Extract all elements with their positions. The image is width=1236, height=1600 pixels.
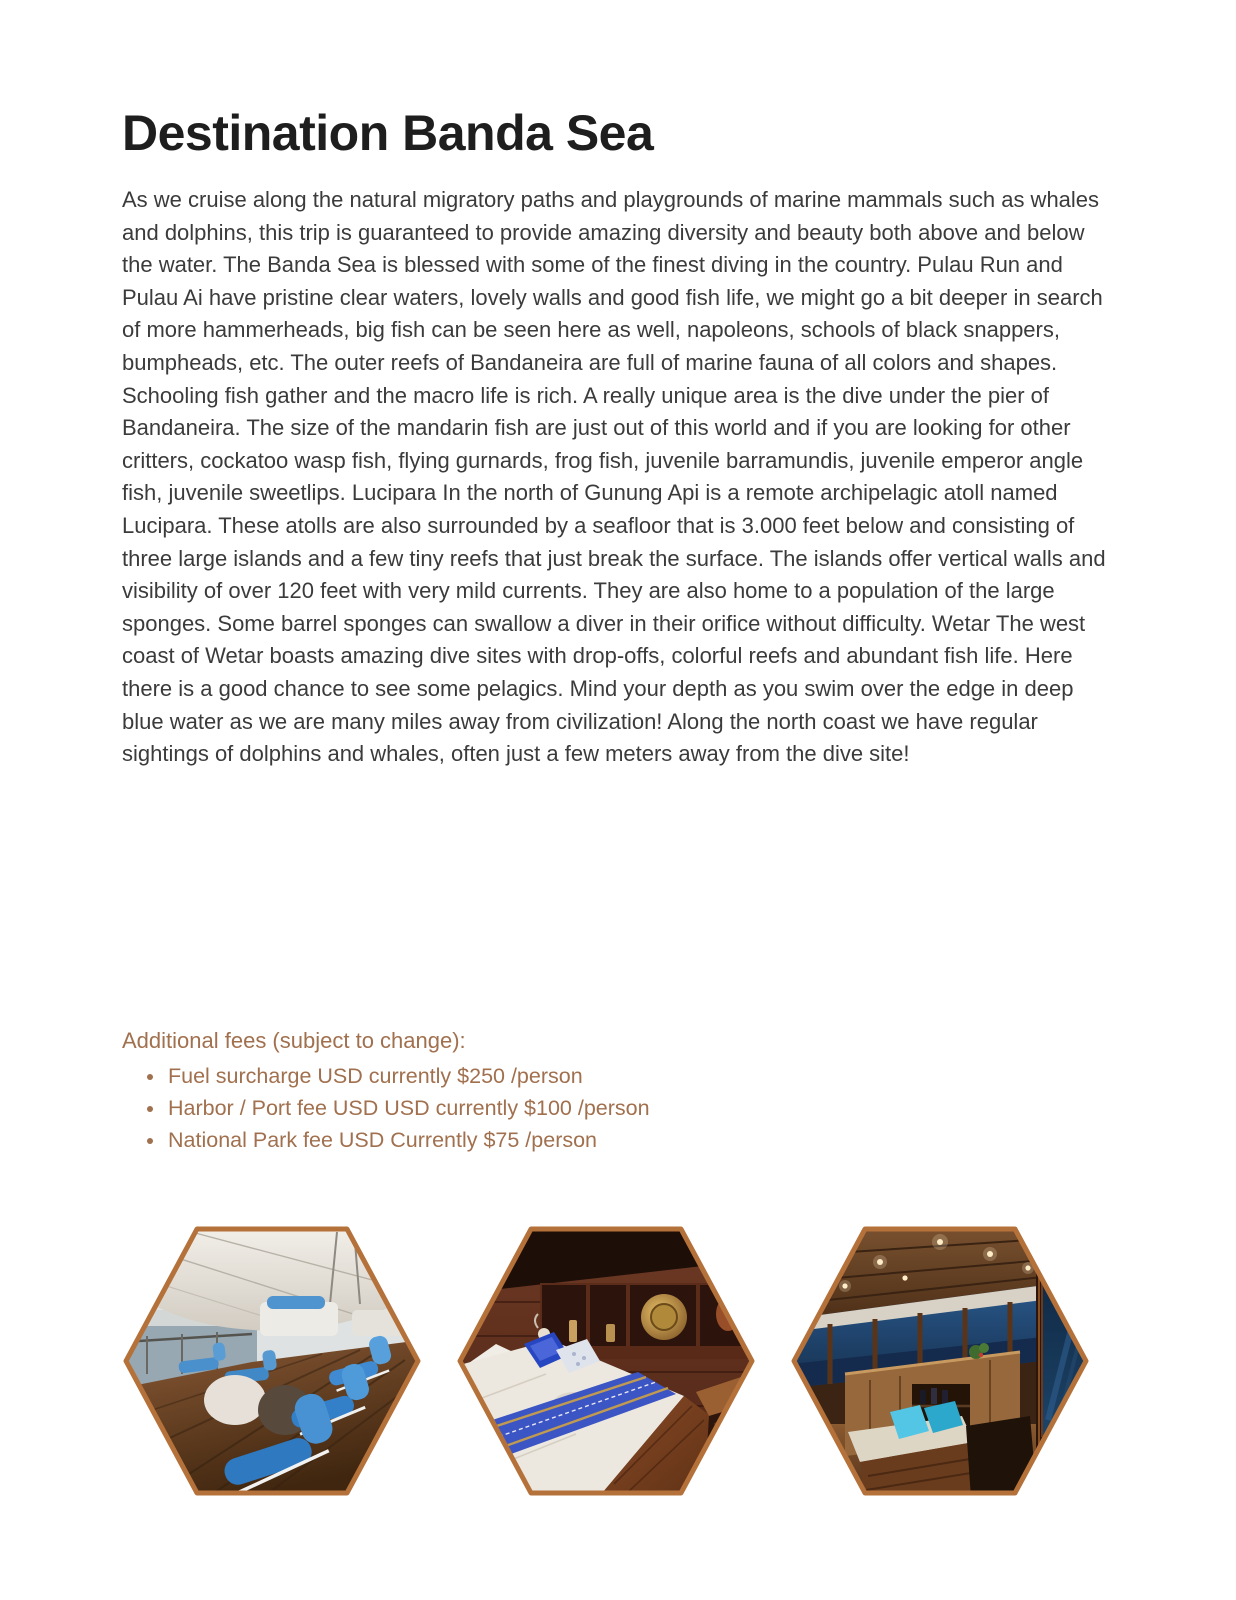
fee-item-national-park: • National Park fee USD Currently $75 /person: [166, 1124, 1114, 1156]
fees-section: [122, 1026, 1114, 1156]
fee-item-harbor-port: • Harbor / Port fee USD USD currently $100 /person: [166, 1092, 1114, 1124]
page-title: Destination Banda Sea: [122, 105, 654, 161]
fee-item-fuel-surcharge: • Fuel surcharge USD currently $250 /person: [166, 1060, 1114, 1092]
cabin-photo: [456, 1224, 756, 1498]
body-paragraph: As we cruise along the natural migratory paths and playgrounds of marine mammals such as whales and dolphins, this trip is guaranteed to provide amazing diversity and beauty both above and below the water. The Banda Sea is blessed with some of the finest diving in the country. Pulau Run and Pulau Ai have pristine clear waters, lovely walls and good fish life, we might go a bit deeper in search of more hammerheads, big fish can be seen here as well, napoleons, schools of black snappers, bumpheads, etc. The outer reefs of Bandaneira are full of marine fauna of all colors and shapes. Schooling fish gather and the macro life is rich. A really unique area is the dive under the pier of Bandaneira. The size of the mandarin fish are just out of this world and if you are looking for other critters, cockatoo wasp fish, flying gurnards, frog fish, juvenile barramundis, juvenile emperor angle fish, juvenile sweetlips. Lucipara In the north of Gunung Api is a remote archipelagic atoll named Lucipara. These atolls are also surrounded by a seafloor that is 3.000 feet below and consisting of three large islands and a few tiny reefs that just break the surface. The islands offer vertical walls and visibility of over 120 feet with very mild currents. They are also home to a population of the large sponges. Some barrel sponges can swallow a diver in their orifice without difficulty. Wetar The west coast of Wetar boasts amazing dive sites with drop-offs, colorful reefs and abundant fish life. Here there is a good chance to see some pelagics. Mind your depth as you swim over the edge in deep blue water as we are many miles away from civilization! Along the north coast we have regular sightings of dolphins and whales, often just a few meters away from the dive site!: [122, 187, 1106, 767]
salon-photo: [790, 1224, 1090, 1498]
fees-list: [122, 1060, 1114, 1156]
photo-gallery: [122, 1224, 1090, 1498]
fees-heading: Additional fees (subject to change):: [122, 1028, 466, 1053]
sun-deck-photo: [122, 1224, 422, 1498]
